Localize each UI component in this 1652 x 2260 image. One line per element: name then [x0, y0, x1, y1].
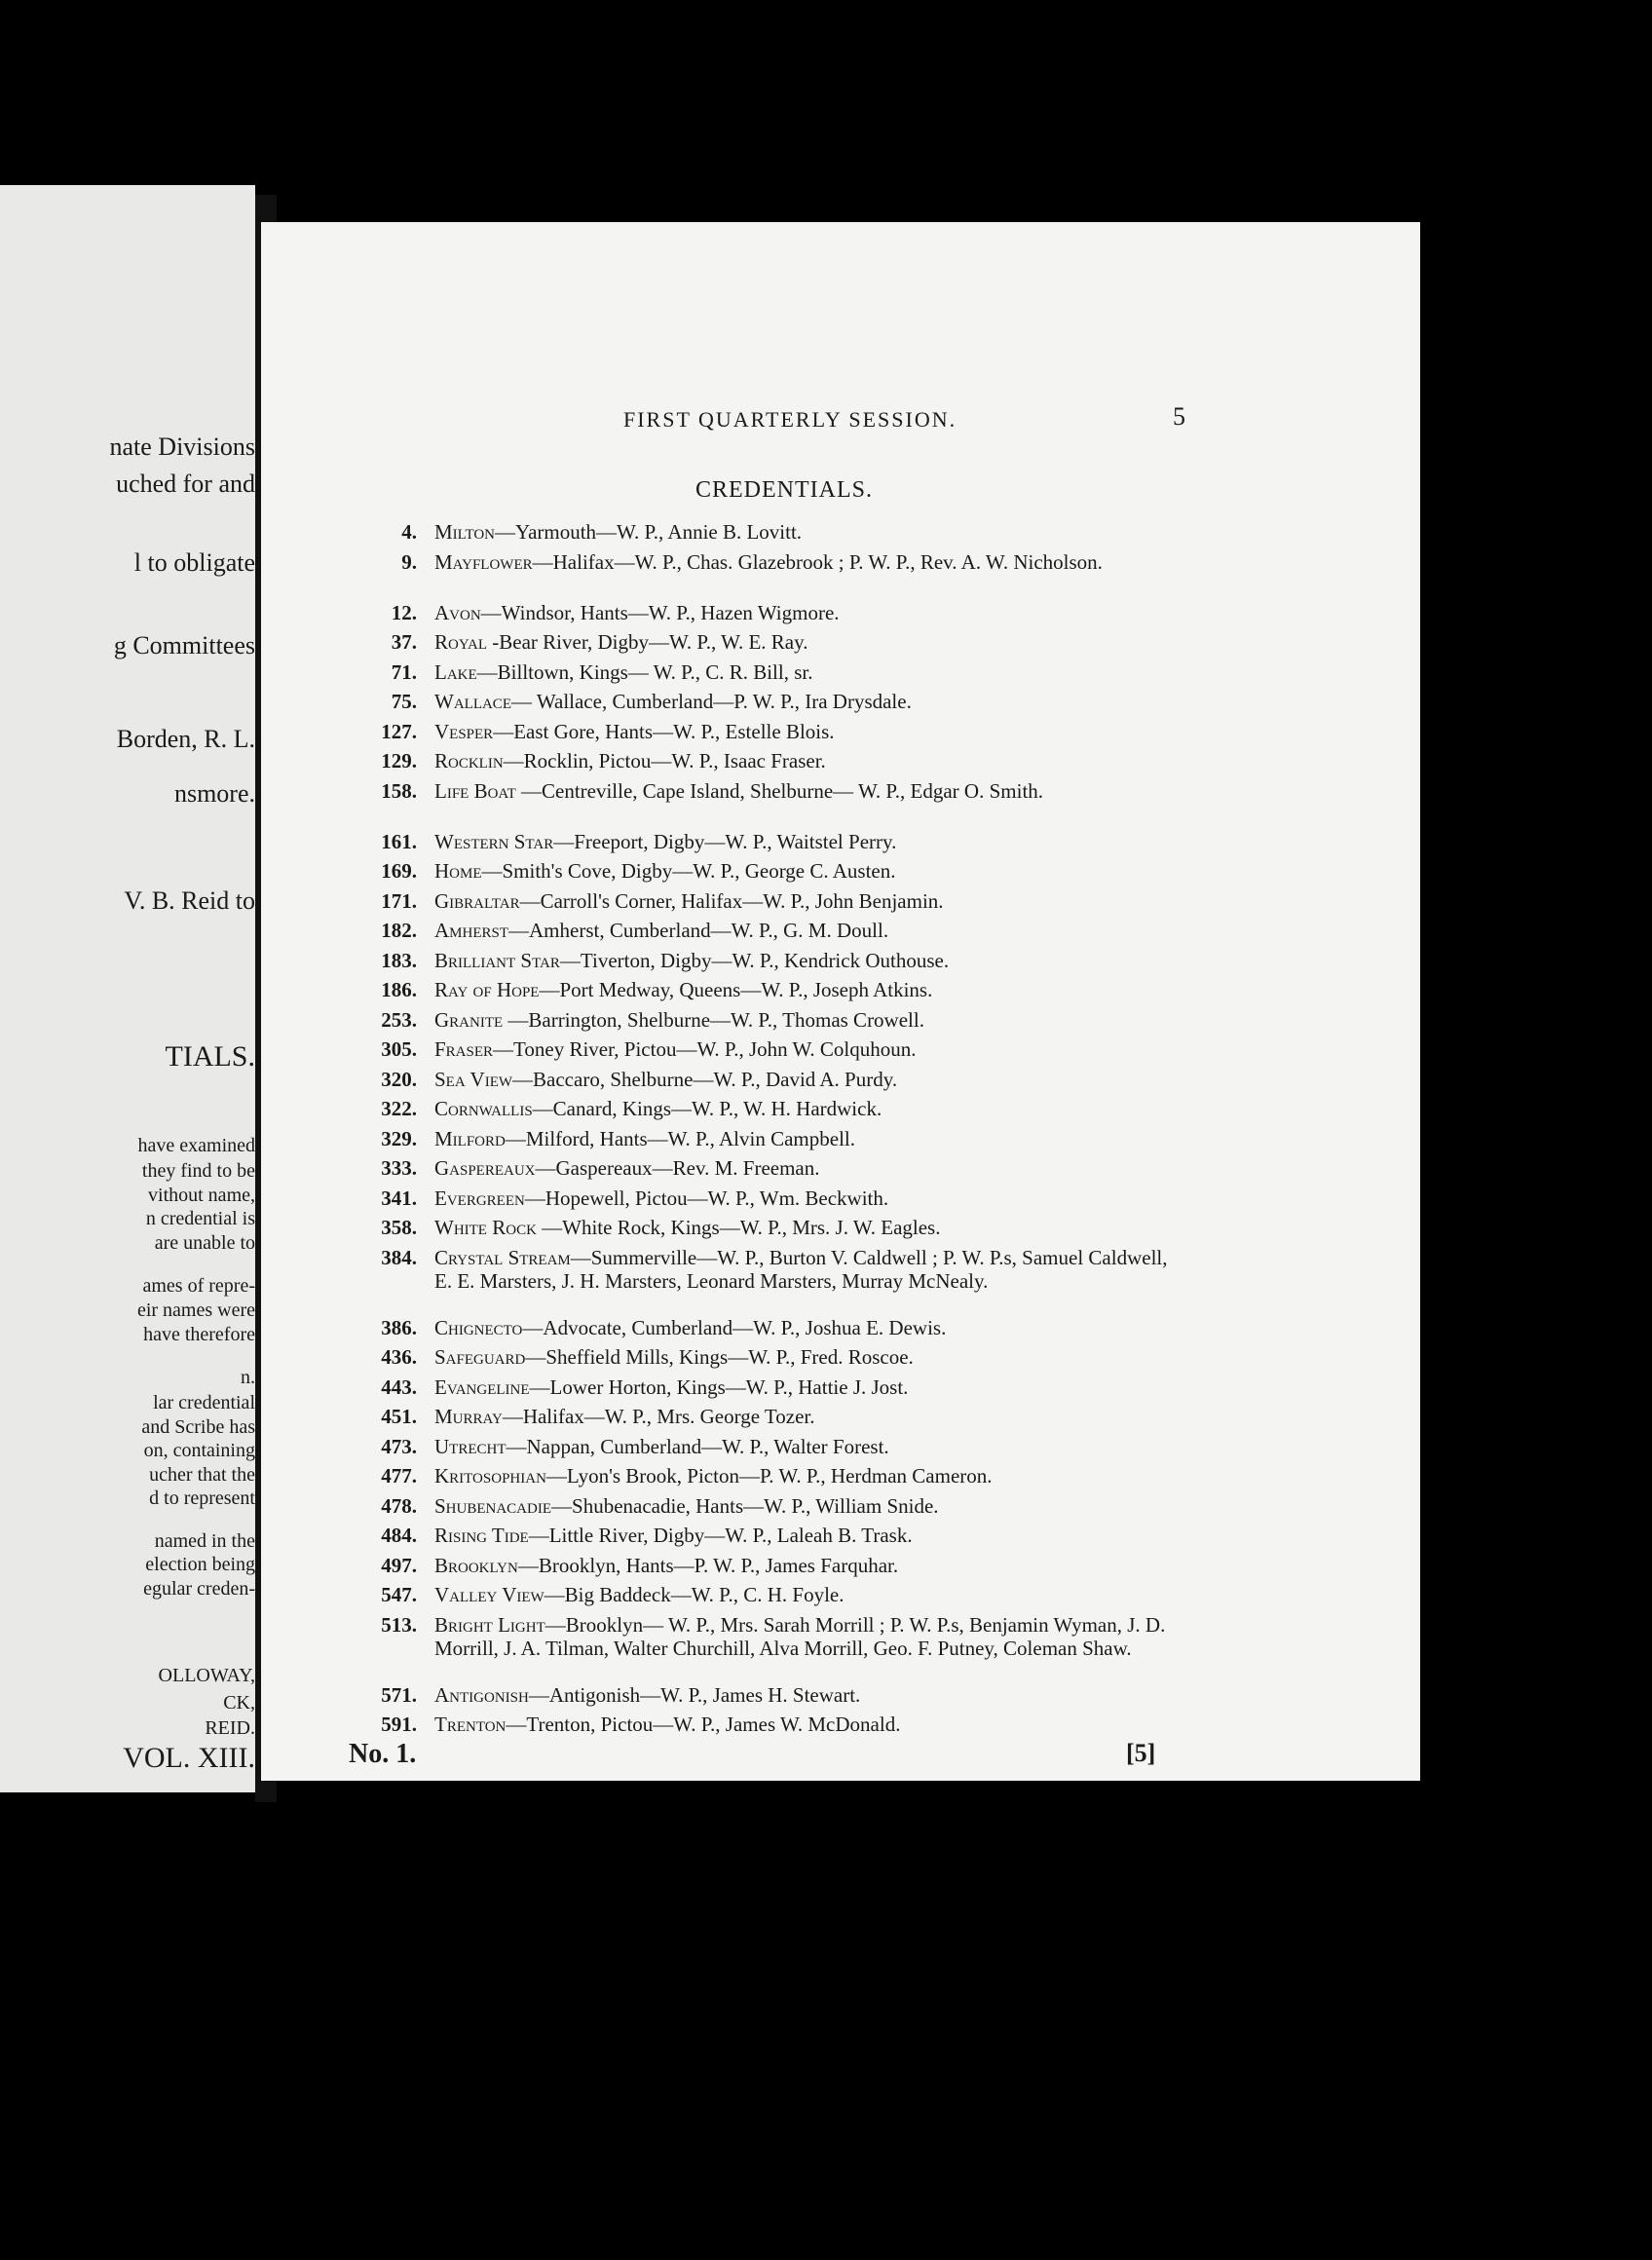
division-details: -Bear River, Digby—W. P., W. E. Ray. — [487, 630, 808, 654]
left-page-line: eir names were — [136, 1300, 255, 1321]
division-name: Sea View — [434, 1067, 513, 1091]
credential-entry — [261, 550, 1420, 601]
division-details: —Lower Horton, Kings—W. P., Hattie J. Jost. — [529, 1375, 909, 1399]
division-details: —Rocklin, Pictou—W. P., Isaac Fraser. — [503, 749, 826, 772]
left-page-line: V. B. Reid to — [124, 886, 255, 915]
division-name: Milton — [434, 520, 496, 544]
division-details: —White Rock, Kings—W. P., Mrs. J. W. Eagles. — [536, 1216, 941, 1239]
credential-text — [434, 889, 1175, 913]
division-name: Trenton — [434, 1713, 507, 1736]
division-number: 182. — [381, 919, 417, 942]
left-page-line: ucher that the — [149, 1464, 255, 1486]
division-number: 158. — [381, 778, 417, 803]
left-page-line: VOL. XIII. — [123, 1742, 255, 1774]
credential-entry — [261, 1375, 1420, 1406]
credential-text — [434, 1613, 1175, 1660]
division-number: 183. — [381, 948, 417, 972]
division-number: 169. — [381, 859, 417, 883]
credential-text — [434, 949, 1175, 972]
division-number: 75. — [391, 690, 417, 713]
division-details: —Hopewell, Pictou—W. P., Wm. Beckwith. — [524, 1186, 889, 1210]
division-name: Home — [434, 859, 482, 883]
division-details: —Halifax—W. P., Mrs. George Tozer. — [502, 1405, 815, 1428]
division-details: —Brooklyn, Hants—P. W. P., James Farquhar. — [517, 1553, 899, 1577]
division-number: 253. — [381, 1007, 417, 1032]
division-details: —East Gore, Hants—W. P., Estelle Blois. — [493, 719, 835, 743]
division-details: —Yarmouth—W. P., Annie B. Lovitt. — [495, 520, 803, 544]
credential-text — [434, 1216, 1175, 1239]
division-details: —Antigonish—W. P., James H. Stewart. — [528, 1682, 861, 1707]
division-details: —Carroll's Corner, Halifax—W. P., John Benjamin. — [519, 888, 944, 913]
division-name: Amherst — [434, 919, 509, 942]
division-details: —Summerville—W. P., Burton V. Caldwell ; P. W. P.s, Samuel Caldwell, E. E. Marsters, J. H. Marsters, Leonard Marsters, Murray McNealy. — [434, 1245, 1168, 1293]
credential-entry — [261, 630, 1420, 660]
credential-text — [434, 1494, 1175, 1518]
credential-text — [434, 1127, 1175, 1150]
credential-entry — [261, 919, 1420, 949]
page-number: 5 — [1173, 402, 1185, 431]
credential-text — [434, 1683, 1175, 1707]
division-details: —Tiverton, Digby—W. P., Kendrick Outhouse. — [559, 948, 950, 972]
credential-entry — [261, 1683, 1420, 1714]
division-details: —Brooklyn— W. P., Mrs. Sarah Morrill ; P. W. P.s, Benjamin Wyman, J. D. Morrill, J. A. Tilman, Walter Churchill, Alva Morrill, Geo. F. Putney, Coleman Shaw. — [434, 1612, 1166, 1660]
credential-entry — [261, 520, 1420, 550]
division-details: —Advocate, Cumberland—W. P., Joshua E. Dewis. — [522, 1315, 947, 1339]
credential-entry — [261, 1583, 1420, 1613]
division-number: 571. — [381, 1682, 417, 1707]
left-page-line: are unable to — [154, 1232, 255, 1254]
credential-text — [434, 779, 1175, 803]
left-page-line: Borden, R. L. — [116, 725, 255, 753]
division-number: 329. — [381, 1126, 417, 1150]
division-name: Granite — [434, 1007, 504, 1032]
credential-entry — [261, 749, 1420, 779]
division-number: 305. — [381, 1037, 417, 1061]
credential-text — [434, 1068, 1175, 1091]
left-page-line: uched for and — [116, 470, 255, 498]
credential-text — [434, 1186, 1175, 1210]
division-name: Wallace — [434, 690, 511, 713]
left-page-line: REID. — [205, 1717, 255, 1739]
division-details: —Barrington, Shelburne—W. P., Thomas Crowell. — [503, 1007, 924, 1032]
credential-text — [434, 830, 1175, 853]
division-number: 322. — [381, 1097, 417, 1120]
credential-text — [434, 919, 1175, 942]
division-name: Rocklin — [434, 749, 504, 772]
division-name: Western Star — [434, 829, 554, 853]
division-details: —Amherst, Cumberland—W. P., G. M. Doull. — [508, 919, 889, 942]
left-page-line: OLLOWAY, — [158, 1665, 255, 1686]
division-name: Royal — [434, 630, 488, 654]
division-number: 161. — [381, 829, 417, 853]
credential-entry — [261, 1524, 1420, 1554]
credential-entry — [261, 1435, 1420, 1465]
division-details: —Billtown, Kings— W. P., C. R. Bill, sr. — [476, 659, 813, 684]
division-number: 320. — [381, 1067, 417, 1091]
division-details: —Gaspereaux—Rev. M. Freeman. — [535, 1156, 820, 1180]
credential-entry — [261, 1008, 1420, 1038]
division-number: 9. — [401, 549, 417, 574]
credential-entry — [261, 720, 1420, 750]
division-name: Milford — [434, 1126, 506, 1150]
credential-entry — [261, 1554, 1420, 1584]
division-name: Rising Tide — [434, 1524, 529, 1547]
division-details: —Halifax—W. P., Chas. Glazebrook ; P. W. P., Rev. A. W. Nicholson. — [532, 549, 1103, 574]
credential-entry — [261, 1494, 1420, 1525]
credential-text — [434, 749, 1175, 772]
credential-text — [434, 1554, 1175, 1577]
division-name: Lake — [434, 659, 477, 684]
footer-page-marker: [5] — [1126, 1739, 1156, 1767]
division-name: Evangeline — [434, 1375, 530, 1399]
division-number: 591. — [381, 1713, 417, 1736]
credential-text — [434, 601, 1175, 624]
left-page-fragment — [0, 185, 255, 1792]
left-page-line: n credential is — [145, 1208, 255, 1229]
division-number: 477. — [381, 1464, 417, 1488]
left-page-line: vithout name, — [148, 1185, 255, 1206]
division-name: Kritosophian — [434, 1464, 546, 1488]
division-number: 341. — [381, 1186, 417, 1210]
division-details: —Big Baddeck—W. P., C. H. Foyle. — [544, 1583, 845, 1606]
left-page-line: g Committees — [113, 631, 255, 659]
division-details: —Canard, Kings—W. P., W. H. Hardwick. — [532, 1097, 882, 1120]
division-name: Antigonish — [434, 1682, 529, 1707]
credential-text — [434, 1037, 1175, 1061]
left-page-line: l to obligate — [133, 548, 255, 577]
division-number: 497. — [381, 1553, 417, 1577]
right-page — [261, 222, 1420, 1781]
division-details: —Toney River, Pictou—W. P., John W. Colquhoun. — [493, 1037, 917, 1061]
left-page-line: egular creden- — [143, 1578, 255, 1600]
division-name: Cornwallis — [434, 1097, 533, 1120]
division-number: 478. — [381, 1493, 417, 1518]
division-name: Crystal Stream — [434, 1245, 571, 1269]
credential-entry — [261, 1186, 1420, 1217]
credential-entry — [261, 779, 1420, 830]
credential-text — [434, 520, 1175, 544]
credential-entry — [261, 1345, 1420, 1375]
credential-entry — [261, 830, 1420, 860]
division-details: —Windsor, Hants—W. P., Hazen Wigmore. — [480, 600, 840, 624]
division-number: 443. — [381, 1375, 417, 1399]
division-details: —Nappan, Cumberland—W. P., Walter Forest. — [506, 1434, 889, 1458]
left-page-line: on, containing — [143, 1440, 255, 1461]
credential-text — [434, 1246, 1175, 1293]
left-page-line: ames of repre- — [142, 1275, 255, 1297]
division-name: Bright Light — [434, 1612, 545, 1637]
division-name: Brilliant Star — [434, 948, 560, 972]
credential-text — [434, 1375, 1175, 1399]
credential-text — [434, 1345, 1175, 1369]
division-details: —Freeport, Digby—W. P., Waitstel Perry. — [553, 829, 897, 853]
division-name: Ray of Hope — [434, 978, 540, 1001]
credential-text — [434, 1524, 1175, 1547]
credential-entry — [261, 1097, 1420, 1127]
division-name: Brooklyn — [434, 1553, 518, 1577]
credential-text — [434, 1316, 1175, 1339]
division-details: —Centreville, Cape Island, Shelburne— W. P., Edgar O. Smith. — [515, 778, 1044, 803]
credential-entry — [261, 889, 1420, 920]
credential-text — [434, 859, 1175, 883]
left-page-line: have examined — [137, 1135, 255, 1156]
division-name: Murray — [434, 1405, 503, 1428]
credential-entry — [261, 601, 1420, 631]
credentials-list — [261, 520, 1420, 1743]
credential-text — [434, 1583, 1175, 1606]
credential-entry — [261, 1464, 1420, 1494]
division-number: 513. — [381, 1612, 417, 1637]
division-number: 71. — [391, 659, 417, 684]
credential-entry — [261, 1405, 1420, 1435]
division-name: White Rock — [434, 1216, 537, 1239]
credential-text — [434, 1156, 1175, 1180]
division-details: —Port Medway, Queens—W. P., Joseph Atkins. — [539, 978, 933, 1001]
division-details: —Milford, Hants—W. P., Alvin Campbell. — [505, 1126, 855, 1150]
left-page-line: and Scribe has — [141, 1416, 255, 1438]
division-name: Gaspereaux — [434, 1156, 536, 1180]
left-page-line: n. — [241, 1367, 255, 1388]
division-name: Avon — [434, 600, 481, 624]
division-details: —Trenton, Pictou—W. P., James W. McDonald. — [506, 1713, 901, 1736]
division-number: 473. — [381, 1434, 417, 1458]
left-page-line: CK, — [223, 1692, 255, 1714]
division-number: 547. — [381, 1583, 417, 1606]
left-page-line: lar credential — [153, 1392, 255, 1413]
division-name: Vesper — [434, 719, 494, 743]
division-name: Fraser — [434, 1037, 494, 1061]
credential-entry — [261, 1216, 1420, 1246]
division-name: Gibraltar — [434, 888, 520, 913]
credential-entry — [261, 1316, 1420, 1346]
footer-signature: No. 1. — [349, 1739, 417, 1769]
division-number: 386. — [381, 1315, 417, 1339]
credential-text — [434, 630, 1175, 654]
credential-text — [434, 978, 1175, 1001]
division-details: — Wallace, Cumberland—P. W. P., Ira Drysdale. — [510, 690, 912, 713]
credential-entry — [261, 1246, 1420, 1316]
credential-entry — [261, 859, 1420, 889]
left-page-line: they find to be — [141, 1160, 255, 1182]
left-page-line: nate Divisions — [109, 433, 255, 461]
credential-text — [434, 1097, 1175, 1120]
division-number: 4. — [401, 520, 417, 544]
left-page-line: have therefore — [143, 1324, 255, 1345]
division-details: —Shubenacadie, Hants—W. P., William Snide. — [551, 1493, 939, 1518]
division-name: Shubenacadie — [434, 1493, 552, 1518]
credential-entry — [261, 690, 1420, 720]
credential-text — [434, 660, 1175, 684]
division-number: 484. — [381, 1524, 417, 1547]
credential-entry — [261, 1037, 1420, 1068]
division-number: 37. — [391, 630, 417, 654]
credential-text — [434, 1713, 1175, 1736]
division-number: 384. — [381, 1245, 417, 1269]
credential-text — [434, 1405, 1175, 1428]
credential-entry — [261, 1127, 1420, 1157]
credential-text — [434, 1008, 1175, 1032]
left-page-line: nsmore. — [173, 779, 255, 808]
division-name: Utrecht — [434, 1434, 507, 1458]
division-name: Chignecto — [434, 1315, 523, 1339]
credential-entry — [261, 978, 1420, 1008]
credential-text — [434, 1435, 1175, 1458]
division-number: 186. — [381, 978, 417, 1001]
division-details: —Smith's Cove, Digby—W. P., George C. Austen. — [481, 859, 896, 883]
division-number: 129. — [381, 749, 417, 772]
credential-text — [434, 690, 1175, 713]
left-page-line: election being — [145, 1554, 255, 1575]
division-name: Mayflower — [434, 549, 533, 574]
credential-entry — [261, 949, 1420, 979]
credential-entry — [261, 1068, 1420, 1098]
credential-text — [434, 720, 1175, 743]
division-name: Valley View — [434, 1583, 544, 1606]
division-number: 333. — [381, 1156, 417, 1180]
credential-text — [434, 1464, 1175, 1488]
division-number: 12. — [391, 600, 417, 624]
division-details: —Sheffield Mills, Kings—W. P., Fred. Roscoe. — [525, 1345, 914, 1369]
division-details: —Baccaro, Shelburne—W. P., David A. Purdy. — [512, 1067, 898, 1091]
division-name: Life Boat — [434, 778, 516, 803]
left-page-line: TIALS. — [165, 1040, 255, 1073]
left-page-line: d to represent — [149, 1488, 255, 1509]
credential-entry — [261, 660, 1420, 691]
credential-entry — [261, 1156, 1420, 1186]
division-details: —Lyon's Brook, Picton—P. W. P., Herdman Cameron. — [545, 1464, 993, 1488]
credential-text — [434, 550, 1175, 574]
running-head: FIRST QUARTERLY SESSION. — [623, 407, 957, 432]
credential-entry — [261, 1613, 1420, 1683]
division-number: 451. — [381, 1405, 417, 1428]
division-name: Evergreen — [434, 1186, 525, 1210]
section-title: CREDENTIALS. — [695, 477, 873, 503]
division-number: 171. — [381, 888, 417, 913]
division-name: Safeguard — [434, 1345, 526, 1369]
division-details: —Little River, Digby—W. P., Laleah B. Trask. — [528, 1524, 913, 1547]
left-page-line: named in the — [154, 1530, 255, 1552]
credential-entry — [261, 1713, 1420, 1743]
division-number: 127. — [381, 719, 417, 743]
division-number: 436. — [381, 1345, 417, 1369]
division-number: 358. — [381, 1216, 417, 1239]
